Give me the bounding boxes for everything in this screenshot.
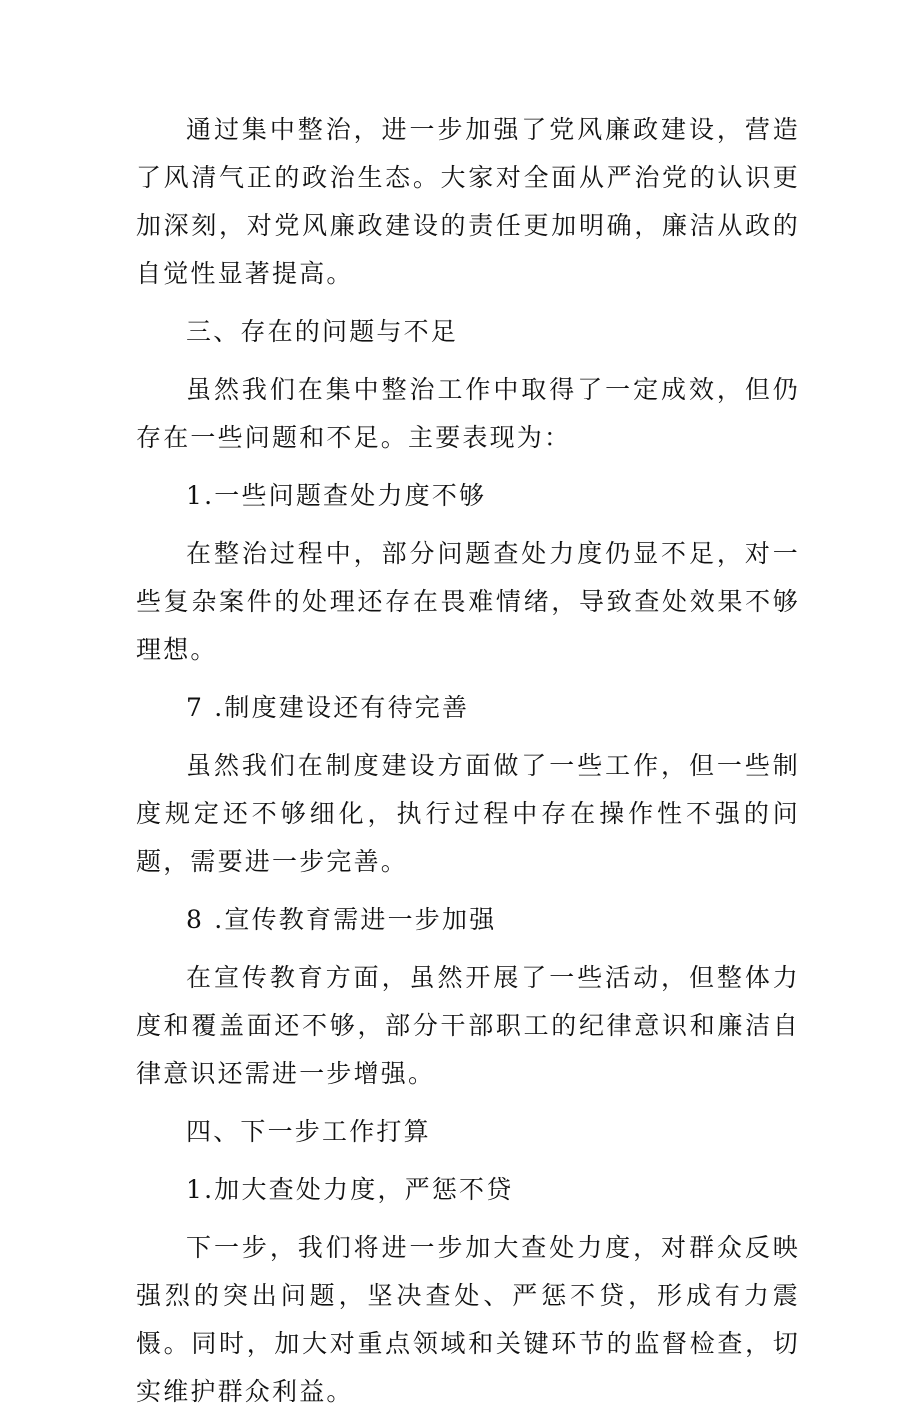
item-8-heading: 8 .宣传教育需进一步加强 <box>186 905 497 934</box>
item-1-heading: 1.一些问题查处力度不够 <box>186 481 487 510</box>
plan-1-body: 下一步，我们将进一步加大查处力度，对群众反映强烈的突出问题，坚决查处、严惩不贷，形成有力震慑。同时，加大对重点领域和关键环节的监督检查，切实维护群众利益。 <box>136 1233 800 1406</box>
item-7-body: 虽然我们在制度建设方面做了一些工作，但一些制度规定还不够细化，执行过程中存在操作性不强的问题，需要进一步完善。 <box>136 751 800 876</box>
section-4-heading: 四、下一步工作打算 <box>186 1117 431 1146</box>
section-3-intro: 虽然我们在集中整治工作中取得了一定成效，但仍存在一些问题和不足。主要表现为： <box>136 375 800 452</box>
section-3-heading: 三、存在的问题与不足 <box>186 317 459 346</box>
item-1-body: 在整治过程中，部分问题查处力度仍显不足，对一些复杂案件的处理还存在畏难情绪，导致查处效果不够理想。 <box>136 539 800 664</box>
item-7-heading: 7 .制度建设还有待完善 <box>186 693 470 722</box>
plan-1-heading: 1.加大查处力度，严惩不贷 <box>186 1175 514 1204</box>
item-8-body: 在宣传教育方面，虽然开展了一些活动，但整体力度和覆盖面还不够，部分干部职工的纪律意识和廉洁自律意识还需进一步增强。 <box>136 963 800 1088</box>
paragraph-1: 通过集中整治，进一步加强了党风廉政建设，营造了风清气正的政治生态。大家对全面从严治党的认识更加深刻，对党风廉政建设的责任更加明确，廉洁从政的自觉性显著提高。 <box>136 115 800 288</box>
